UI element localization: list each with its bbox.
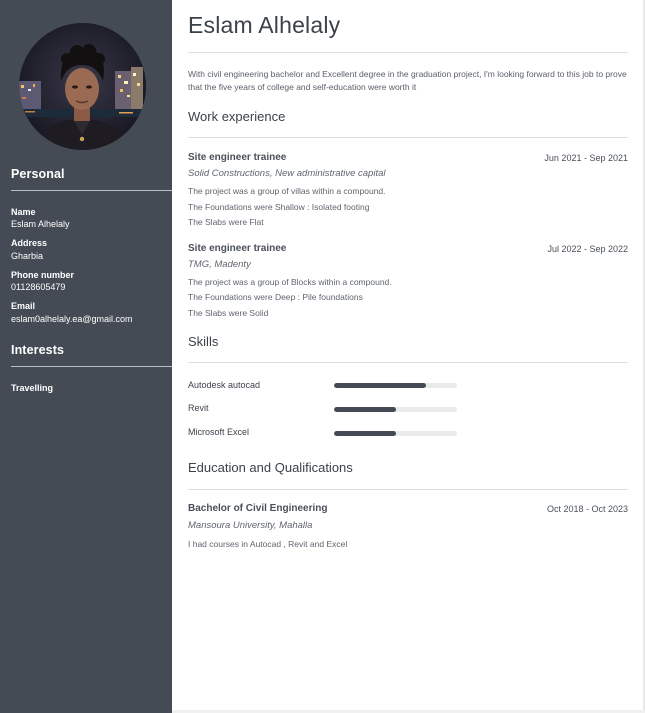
job-description-line: The Slabs were Flat bbox=[188, 217, 264, 227]
interests-heading: Interests bbox=[11, 343, 65, 357]
degree-title: Bachelor of Civil Engineering bbox=[188, 503, 328, 514]
job-dates: Jul 2022 - Sep 2022 bbox=[547, 244, 628, 254]
skill-bar bbox=[334, 407, 457, 412]
job-company: TMG, Madenty bbox=[188, 259, 251, 270]
interest-item: Travelling bbox=[11, 383, 54, 393]
skill-name: Autodesk autocad bbox=[188, 380, 261, 390]
email-label: Email bbox=[11, 301, 36, 311]
skill-name: Microsoft Excel bbox=[188, 427, 250, 437]
skill-bar bbox=[334, 383, 457, 388]
name-value: Eslam Alhelaly bbox=[11, 219, 70, 229]
job-description-line: The Foundations were Shallow : Isolated footing bbox=[188, 202, 370, 212]
education-divider bbox=[188, 489, 628, 490]
personal-heading: Personal bbox=[11, 167, 65, 181]
name-label: Name bbox=[11, 207, 36, 217]
skills-heading: Skills bbox=[188, 334, 219, 349]
job-title: Site engineer trainee bbox=[188, 243, 287, 254]
skills-divider bbox=[188, 362, 628, 363]
phone-label: Phone number bbox=[11, 270, 75, 280]
job-company: Solid Constructions, New administrative capital bbox=[188, 168, 386, 179]
title-divider bbox=[188, 52, 628, 53]
school-name: Mansoura University, Mahalla bbox=[188, 520, 313, 531]
summary-text: With civil engineering bachelor and Excellent degree in the graduation project, I'm looking forward to this job to prove that the five years of college and self-education were worth it bbox=[188, 69, 627, 92]
page-title: Eslam Alhelaly bbox=[188, 12, 341, 38]
job-description-line: The Foundations were Deep : Pile foundations bbox=[188, 292, 363, 302]
degree-dates: Oct 2018 - Oct 2023 bbox=[546, 504, 628, 514]
interests-divider bbox=[11, 366, 172, 367]
job-dates: Jun 2021 - Sep 2021 bbox=[544, 153, 628, 163]
education-note: I had courses in Autocad , Revit and Excel bbox=[188, 539, 348, 549]
skill-bar-fill bbox=[334, 431, 396, 436]
main-content bbox=[188, 0, 628, 713]
job-description-line: The project was a group of villas within a compound. bbox=[188, 186, 386, 196]
skill-bar bbox=[334, 431, 457, 436]
skill-bar-fill bbox=[334, 383, 426, 388]
education-heading: Education and Qualifications bbox=[188, 460, 353, 475]
personal-divider bbox=[11, 190, 172, 191]
job-title: Site engineer trainee bbox=[188, 152, 287, 163]
phone-value: 01128605479 bbox=[11, 282, 66, 292]
email-value: eslam0alhelaly.ea@gmail.com bbox=[11, 314, 133, 324]
address-value: Gharbia bbox=[11, 251, 44, 261]
work-heading: Work experience bbox=[188, 109, 286, 124]
work-divider bbox=[188, 137, 628, 138]
skill-name: Revit bbox=[188, 403, 209, 413]
skill-bar-fill bbox=[334, 407, 396, 412]
job-description-line: The project was a group of Blocks within a compound. bbox=[188, 277, 392, 287]
job-description-line: The Slabs were Solid bbox=[188, 308, 269, 318]
address-label: Address bbox=[11, 238, 48, 248]
sidebar bbox=[0, 0, 172, 713]
avatar bbox=[19, 23, 146, 150]
